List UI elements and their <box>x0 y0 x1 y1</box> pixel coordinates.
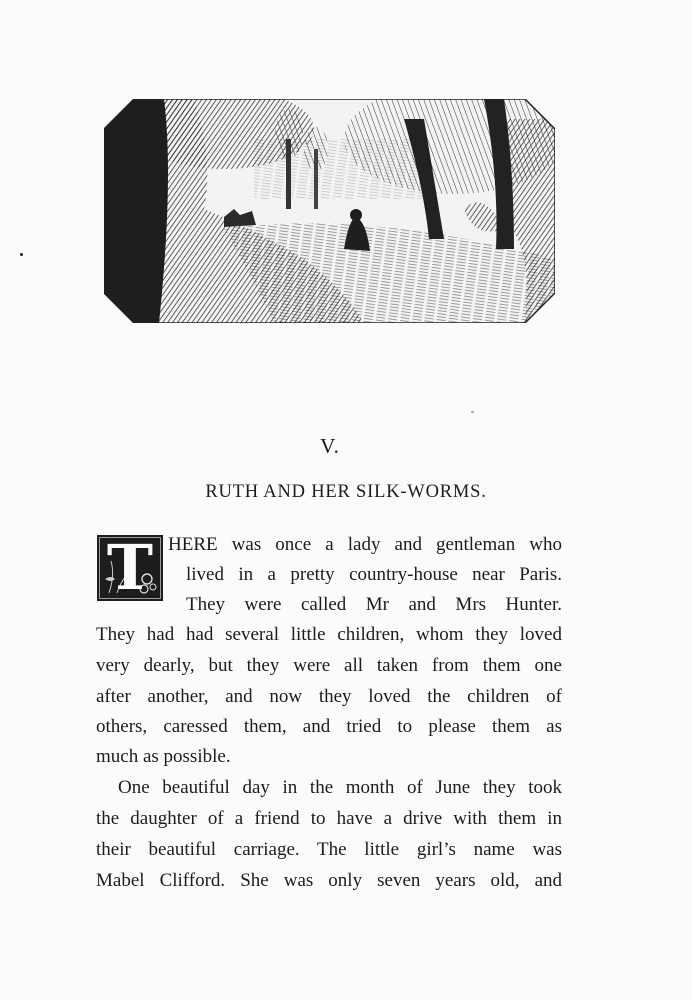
woodland-engraving <box>104 99 555 323</box>
dropcap <box>97 531 163 604</box>
text-line: the daughter of a friend to have a drive with them in <box>96 808 562 829</box>
text-line: One beautiful day in the month of June they took <box>118 777 562 798</box>
chapter-title: RUTH AND HER SILK-WORMS. <box>205 482 487 502</box>
dropcap-letter: T <box>106 531 154 604</box>
text-line: They had had several little children, whom they loved <box>96 624 562 645</box>
text-line: much as possible. <box>96 746 231 767</box>
text-line: HERE was once a lady and gentleman who <box>168 534 562 555</box>
chapter-number: V. <box>320 434 340 458</box>
page-speck <box>471 411 474 413</box>
text-line: Mabel Clifford. She was only seven years old, and <box>96 870 562 891</box>
text-line: They were called Mr and Mrs Hunter. <box>186 594 562 615</box>
text-line: after another, and now they loved the children of <box>96 686 562 707</box>
page-speck <box>20 253 23 256</box>
text-line: very dearly, but they were all taken from them one <box>96 655 562 676</box>
text-line: lived in a pretty country-house near Paris. <box>186 564 562 585</box>
text-line: others, caressed them, and tried to please them as <box>96 716 562 737</box>
text-line: their beautiful carriage. The little girl’s name was <box>96 839 562 860</box>
